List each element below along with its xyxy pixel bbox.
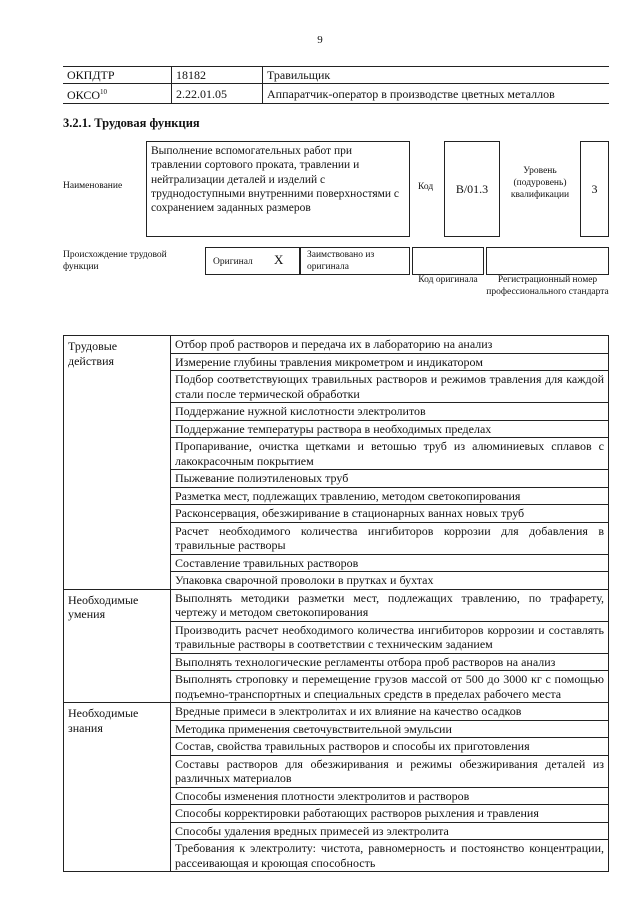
section-title: 3.2.1. Трудовая функция (63, 116, 200, 130)
list-item: Поддержание температуры раствора в необходимых пределах (171, 420, 609, 438)
group-label: Трудовые действия (64, 336, 171, 590)
list-item: Измерение глубины травления микрометром и индикатором (171, 353, 609, 371)
classifier-title: Травильщик (263, 67, 610, 84)
classifier-row (63, 84, 609, 104)
list-item: Методика применения светочувствительной эмульсии (171, 720, 609, 738)
footnote-ref: 10 (100, 88, 108, 96)
table-row (64, 336, 609, 354)
list-item: Поддержание нужной кислотности электролитов (171, 403, 609, 421)
code-original-label: Код оригинала (418, 275, 478, 285)
classifier-system (63, 84, 172, 104)
list-item: Вредные примеси в электролитах и их влияние на качество осадков (171, 703, 609, 721)
original-label: Оригинал (213, 257, 253, 267)
list-item: Способы изменения плотности электролитов и растворов (171, 787, 609, 805)
function-details-body (64, 336, 609, 872)
qualification-level-box: 3 (580, 141, 609, 237)
list-item: Выполнять технологические регламенты отбора проб растворов на анализ (171, 653, 609, 671)
classifier-code: 2.22.01.05 (172, 84, 263, 104)
registration-number-box (486, 247, 609, 275)
list-item: Пропаривание, очистка щетками и ветошью труб из алюминиевых сплавов с лакокрасочным покрытием (171, 438, 609, 470)
registration-number-label: Регистрационный номер профессионального стандарта (486, 275, 609, 297)
classifier-row (63, 67, 609, 84)
group-label: Необходимые умения (64, 589, 171, 703)
list-item: Требования к электролиту: чистота, равномерность и постоянство концентрации, рассеивающая и кроющая способность (171, 840, 609, 872)
list-item: Отбор проб растворов и передача их в лабораторию на анализ (171, 336, 609, 354)
origin-label: Происхождение трудовой функции (63, 250, 167, 272)
classifier-title: Аппаратчик-оператор в производстве цветных металлов (263, 84, 610, 104)
code-label: Код (418, 182, 434, 192)
list-item: Упаковка сварочной проволоки в прутках и бухтах (171, 572, 609, 590)
list-item: Составы растворов для обезжиривания и режимы обезжиривания деталей из различных материалов (171, 755, 609, 787)
list-item: Расконсервация, обезжиривание в стационарных ваннах новых труб (171, 505, 609, 523)
list-item: Пыжевание полиэтиленовых труб (171, 470, 609, 488)
classifier-system (63, 67, 172, 84)
list-item: Подбор соответствующих травильных растворов и режимов травления для каждой стали после термической обработки (171, 371, 609, 403)
classifier-system-name: ОКСО (67, 88, 101, 102)
list-item: Выполнять строповку и перемещение грузов массой от 500 до 3000 кг с помощью подъемно-транспортных и специальных средств в пределах рабочего места (171, 671, 609, 703)
original-mark: X (274, 252, 284, 267)
list-item: Разметка мест, подлежащих травлению, методом светокопирования (171, 487, 609, 505)
list-item: Составление травильных растворов (171, 554, 609, 572)
page-number: 9 (317, 34, 323, 46)
function-code-box: B/01.3 (444, 141, 500, 237)
borrowed-label: Заимствовано из оригинала (307, 250, 375, 272)
list-item: Способы удаления вредных примесей из электролита (171, 822, 609, 840)
qualification-level-label: Уровень (подуровень) квалификации (510, 166, 570, 200)
classifier-system-name: ОКПДТР (67, 68, 115, 82)
table-row (64, 703, 609, 721)
list-item: Производить расчет необходимого количества ингибиторов коррозии и составлять травильные растворы в соответствии с техническим заданием (171, 621, 609, 653)
list-item: Состав, свойства травильных растворов и способы их приготовления (171, 738, 609, 756)
list-item: Способы корректировки работающих растворов рыхления и травления (171, 805, 609, 823)
code-original-box (412, 247, 484, 275)
list-item: Выполнять методики разметки мест, подлежащих травлению, по трафарету, чертежу и методом светокопирования (171, 589, 609, 621)
name-label: Наименование (63, 181, 123, 191)
function-name-box: Выполнение вспомогательных работ при травлении сортового проката, травлении и нейтрализации деталей и изделий с труднодоступными внутренними поверхностями с сохранением заданных размеров (146, 141, 410, 237)
list-item: Расчет необходимого количества ингибиторов коррозии для добавления в травильные растворы (171, 522, 609, 554)
classifier-code: 18182 (172, 67, 263, 84)
group-label: Необходимые знания (64, 703, 171, 872)
classifier-codes-table (63, 66, 609, 104)
table-row (64, 589, 609, 621)
function-details-table (63, 335, 609, 872)
